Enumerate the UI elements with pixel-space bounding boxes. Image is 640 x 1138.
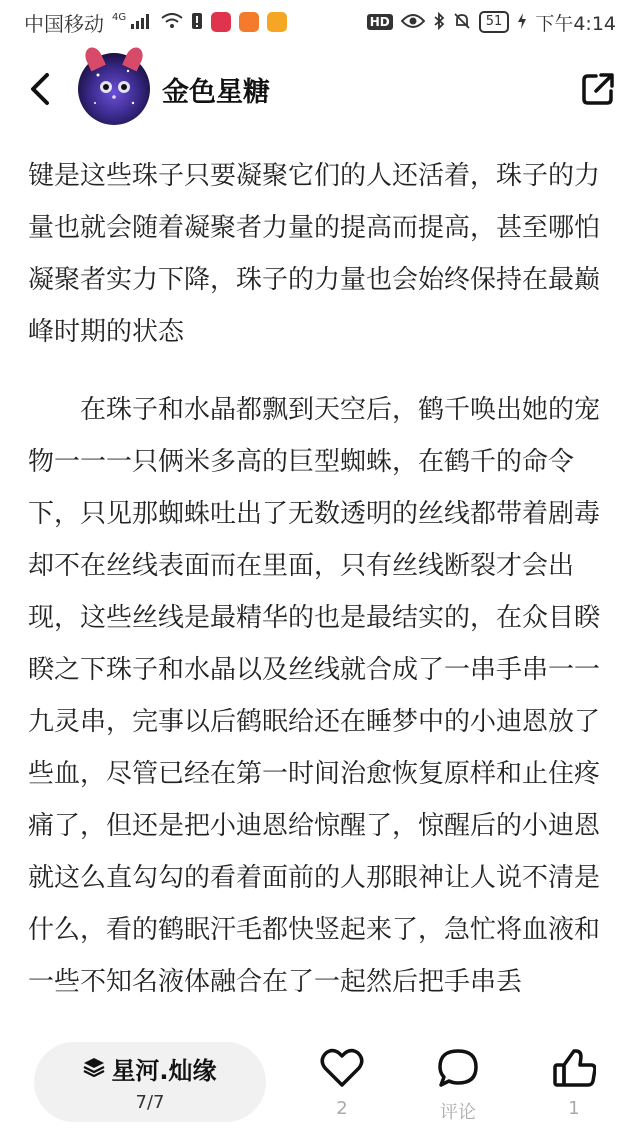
thumbs-up-count: 1 — [568, 1098, 580, 1119]
article-paragraph: 在珠子和水晶都飘到天空后，鹤千唤出她的宠物一一一只俩米多高的巨型蜘蛛，在鹤千的命令下，只见那蜘蛛吐出了无数透明的丝线都带着剧毒却不在丝线表面而在里面，只有丝线断裂才会出现，这些丝线是最精华的也是最结实的，在众目睽睽之下珠子和水晶以及丝线就合成了一串手串一一九灵串，完事以后鹤眠给还在睡梦中的小迪恩放了些血，尽管已经在第一时间治愈恢复原样和止住疼痛了，但还是把小迪恩给惊醒了，惊醒后的小迪恩就这么直勾勾的看着面前的人那眼神让人说不清是什么，看的鹤眠汗毛都快竖起来了，急忙将血液和一些不知名液体融合在了一起然后把手串丢 — [28, 395, 601, 997]
clipped-line — [28, 134, 616, 150]
heart-icon — [320, 1048, 364, 1092]
layers-icon — [83, 1055, 105, 1083]
comment-bubble-icon — [436, 1048, 480, 1092]
status-bar — [0, 0, 640, 44]
author-name[interactable]: 金色星糖 — [162, 76, 270, 108]
comment-button[interactable] — [418, 1048, 498, 1124]
like-button[interactable] — [302, 1048, 382, 1119]
bottom-action-bar — [0, 1040, 640, 1138]
app-tv-icon — [267, 12, 287, 32]
app-video-icon — [239, 12, 259, 32]
signal-icon: 4G — [112, 13, 153, 32]
author-avatar[interactable] — [78, 53, 150, 125]
like-count: 2 — [336, 1098, 348, 1119]
bluetooth-icon — [433, 12, 445, 33]
alert-icon — [191, 12, 203, 33]
wifi-icon — [161, 13, 183, 32]
collection-title-row — [83, 1051, 216, 1086]
collection-name: 星河.灿缘 — [111, 1057, 217, 1085]
carrier-name: 中国移动 — [24, 11, 104, 36]
article-paragraph: 键是这些珠子只要凝聚它们的人还活着，珠子的力量也就会随着凝聚者力量的提高而提高，甚至哪怕凝聚者实力下降，珠子的力量也会始终保持在最巅峰时期的状态 — [28, 161, 601, 347]
clock: 下午4:14 — [535, 12, 616, 35]
collection-progress: 7/7 — [135, 1092, 165, 1113]
top-nav — [0, 44, 640, 134]
thumbs-up-icon — [552, 1048, 596, 1092]
charging-icon — [517, 12, 527, 33]
article-body — [28, 134, 616, 1044]
hd-badge: HD — [367, 14, 393, 30]
app-red-icon — [211, 12, 231, 32]
comment-label: 评论 — [440, 1102, 476, 1123]
battery-indicator: 51 — [479, 11, 510, 33]
eye-icon — [401, 13, 425, 32]
share-icon[interactable] — [576, 67, 620, 111]
mute-bell-icon — [453, 12, 471, 33]
back-arrow-icon[interactable] — [20, 69, 60, 109]
thumbs-up-button[interactable] — [534, 1048, 614, 1119]
collection-button[interactable] — [34, 1042, 266, 1122]
